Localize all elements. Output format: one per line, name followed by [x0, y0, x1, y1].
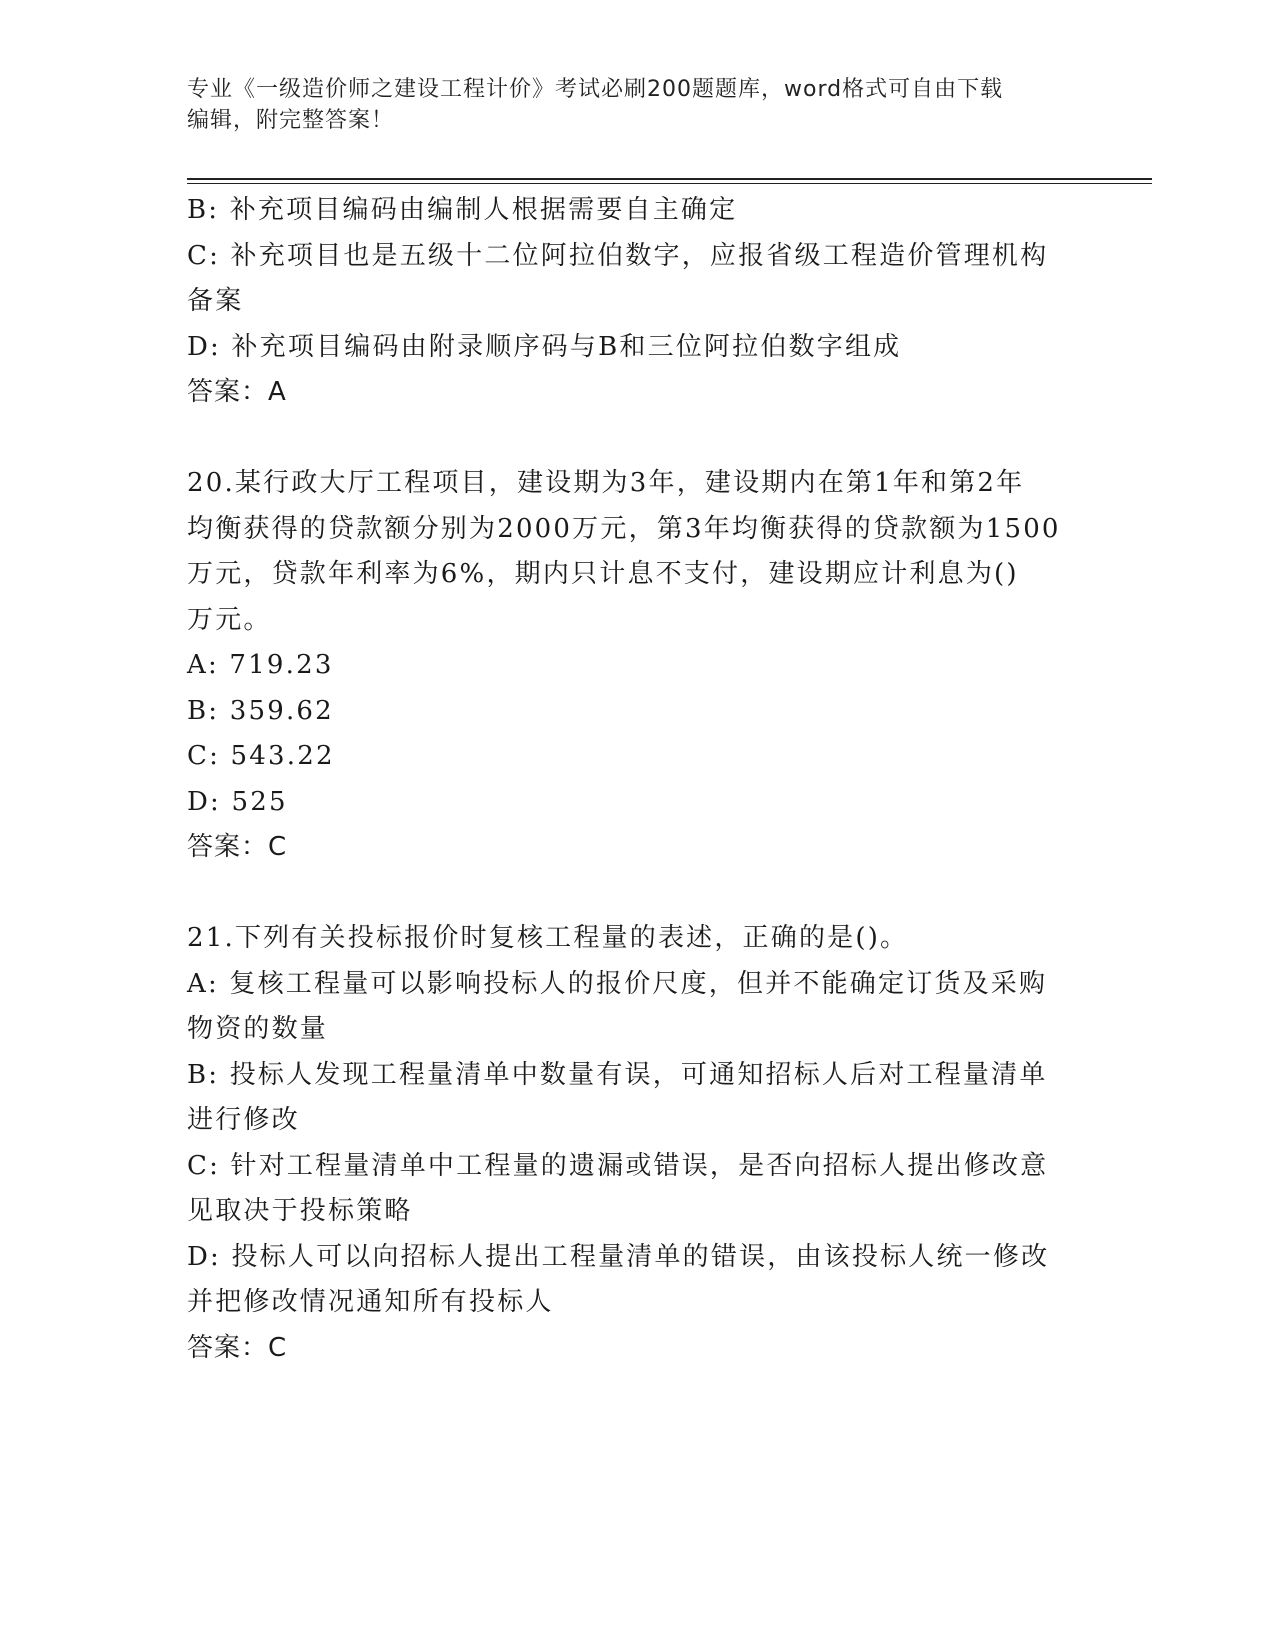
document-body: [187, 188, 1087, 1371]
question-21: [187, 916, 1087, 1371]
question-19-tail: [187, 188, 1087, 416]
q21-option-d-line2: 并把修改情况通知所有投标人: [187, 1287, 554, 1317]
q21-option-d-line1: D: 投标人可以向招标人提出工程量清单的错误，由该投标人统一修改: [187, 1241, 1050, 1272]
q19-answer: 答案：A: [187, 377, 287, 407]
q21-stem: 21.下列有关投标报价时复核工程量的表述，正确的是()。: [187, 923, 909, 953]
q21-option-c-line1: C: 针对工程量清单中工程量的遗漏或错误，是否向招标人提出修改意: [187, 1150, 1049, 1181]
question-20: [187, 461, 1087, 871]
q19-option-c-line2: 备案: [187, 286, 244, 316]
spacer: [187, 416, 1087, 462]
q20-stem-line3: 万元，贷款年利率为6%，期内只计息不支付，建设期应计利息为(): [187, 559, 1019, 589]
spacer: [187, 871, 1087, 917]
q19-option-c-line1: C: 补充项目也是五级十二位阿拉伯数字，应报省级工程造价管理机构: [187, 240, 1049, 271]
header-divider-thin: [187, 183, 1152, 184]
q20-option-d: D: 525: [187, 786, 288, 817]
q21-answer: 答案：C: [187, 1332, 288, 1363]
q20-stem-line2: 均衡获得的贷款额分别为2000万元，第3年均衡获得的贷款额为1500: [187, 513, 1061, 544]
q20-option-b: B: 359.62: [187, 695, 334, 726]
q20-option-a: A: 719.23: [187, 650, 334, 680]
q20-stem-line4: 万元。: [187, 604, 272, 635]
q20-answer: 答案：C: [187, 832, 288, 862]
document-header: [187, 74, 1087, 136]
header-line-1: 专业《一级造价师之建设工程计价》考试必刷200题题库，word格式可自由下载: [187, 77, 1004, 102]
q20-stem-line1: 20.某行政大厅工程项目，建设期为3年，建设期内在第1年和第2年: [187, 468, 1025, 498]
q21-option-b-line1: B: 投标人发现工程量清单中数量有误，可通知招标人后对工程量清单: [187, 1059, 1048, 1090]
q19-option-b: B: 补充项目编码由编制人根据需要自主确定: [187, 195, 738, 225]
header-divider-thick: [187, 178, 1152, 180]
q19-option-d: D: 补充项目编码由附录顺序码与B和三位阿拉伯数字组成: [187, 331, 902, 362]
q20-option-c: C: 543.22: [187, 741, 335, 771]
q21-option-c-line2: 见取决于投标策略: [187, 1196, 413, 1226]
q21-option-a-line1: A: 复核工程量可以影响投标人的报价尺度，但并不能确定订货及采购: [187, 968, 1048, 999]
header-line-2: 编辑，附完整答案！: [187, 108, 395, 133]
q21-option-b-line2: 进行修改: [187, 1105, 300, 1135]
q21-option-a-line2: 物资的数量: [187, 1014, 329, 1044]
